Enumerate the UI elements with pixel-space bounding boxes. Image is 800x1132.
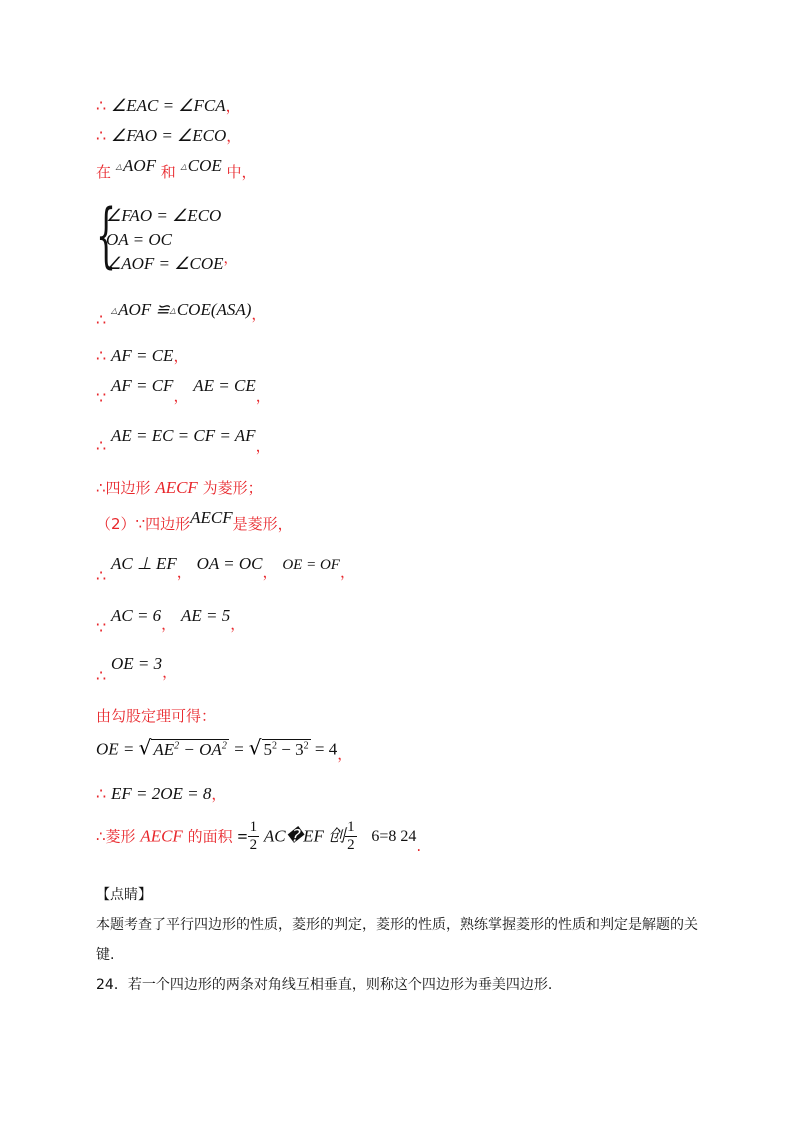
math-expression: OE = OF [282, 557, 340, 573]
conclusion-rhombus: ∴四边形 AECF 为菱形； [96, 478, 263, 497]
therefore-symbol: ∴ [96, 784, 107, 803]
math-expression: AE = EC = CF = AF [110, 426, 256, 445]
therefore-symbol: ∴ [96, 310, 107, 329]
math-expression: EF = 2OE = 8 [110, 784, 212, 803]
dianjing-heading: 【点睛】 [96, 887, 152, 903]
step-ef-8: ∴ EF = 2OE = 8， [96, 784, 227, 803]
math-expression: OE = 3 [110, 654, 163, 673]
math-expression: AC ⊥ EF [110, 554, 177, 573]
summary-text: 本题考查了平行四边形的性质，菱形的判定，菱形的性质，熟练掌握菱形的性质和判定是解题的关键. [96, 917, 698, 963]
therefore-symbol: ∴ [96, 346, 107, 365]
therefore-symbol: ∴ [96, 436, 107, 455]
step-oe-3: ∴ OE = 3， [96, 654, 178, 685]
part-2-start: （2）∵四边形AECF是菱形， [96, 508, 293, 533]
math-expression: AE = CE [193, 376, 256, 395]
square-root: √ $AE^2 - OA^2$ [138, 735, 227, 760]
step-angle-fao: ∴ ∠FAO = ∠ECO， [96, 126, 242, 145]
system-row: ∠FAO = ∠ECO [106, 206, 222, 225]
because-symbol: ∵ [96, 618, 107, 637]
math-expression: △AOF ≌△COE(ASA) [110, 300, 252, 319]
pythagoras-note: 由勾股定理可得： [96, 707, 217, 725]
step-area: ∴菱形 AECF 的面积 = $\frac{1}{2}$ AC�EF 创 $\frac{1}{2}$ 6=8 24. [96, 819, 422, 855]
step-in-triangles: 在 △AOF 和 △COE 中， [96, 156, 257, 181]
step-given-lengths: ∵ AC = 6， AE = 5， [96, 606, 246, 637]
left-brace: { [96, 194, 117, 276]
system-row: ∠AOF = ∠COE， [106, 252, 238, 273]
fraction-half: $\frac{1}{2}$ [249, 819, 258, 853]
math-expression: AF = CF [110, 376, 174, 395]
step-all-sides-equal: ∴ AE = EC = CF = AF， [96, 426, 271, 455]
system-row: OA = OC [106, 230, 172, 249]
fraction-half: $\frac{1}{2}$ [347, 819, 355, 853]
math-expression: AE = 5 [180, 606, 231, 625]
triangle-aof: △AOF [115, 156, 156, 175]
step-angle-eac: ∴ ∠EAC = ∠FCA， [96, 96, 241, 115]
because-symbol: ∵ [96, 388, 107, 407]
question-24: 24．若一个四边形的两条对角线互相垂直，则称这个四边形为垂美四边形. [96, 977, 553, 993]
step-congruent: ∴ △AOF ≌△COE(ASA)， [96, 300, 267, 329]
therefore-symbol: ∴ [96, 126, 107, 145]
therefore-symbol: ∴ [96, 96, 107, 115]
math-expression: AC = 6 [110, 606, 162, 625]
math-expression: OA = OC [196, 554, 263, 573]
step-af-ce: ∴ AF = CE， [96, 346, 189, 365]
math-expression: ∠EAC = ∠FCA [110, 96, 226, 115]
therefore-symbol: ∴ [96, 566, 107, 585]
math-expression: AF = CE [110, 346, 174, 365]
step-because-cf: ∵ AF = CF， AE = CE， [96, 376, 271, 407]
therefore-symbol: ∴ [96, 666, 107, 685]
step-perpendicular: ∴ AC ⊥ EF， OA = OC， OE = OF， [96, 554, 355, 585]
square-root: √ $5^2 - 3^2$ [248, 735, 309, 760]
triangle-coe: △COE [180, 156, 222, 175]
step-pythagoras: OE = √ $AE^2 - OA^2$ = √ $5^2 - 3^2 = 4$， [96, 735, 353, 763]
math-expression: ∠FAO = ∠ECO [110, 126, 227, 145]
